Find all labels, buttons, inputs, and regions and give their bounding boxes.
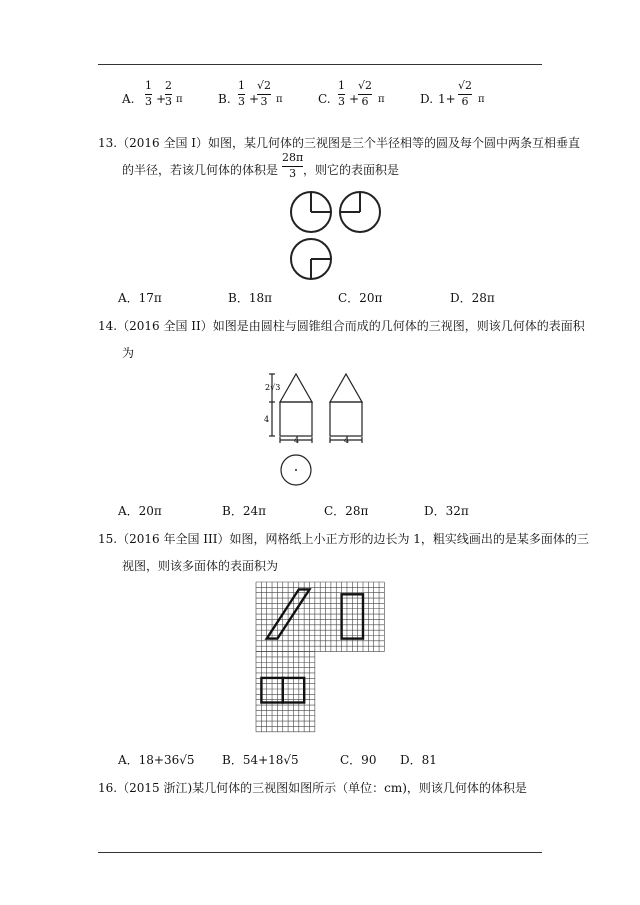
q12-option-b-frac1: 1 3 bbox=[238, 79, 245, 108]
q12-option-b-label: B. bbox=[218, 92, 231, 106]
q14-option-c: C．28π bbox=[324, 504, 369, 518]
q12-option-b-op: + bbox=[249, 92, 260, 106]
q14-option-b: B．24π bbox=[222, 504, 266, 518]
q15-option-d: D．81 bbox=[400, 753, 437, 767]
q14-dim-cone-height: 2√3 bbox=[265, 383, 281, 392]
q15-option-a: A．18+36√5 bbox=[118, 753, 195, 767]
q12-option-c-op: + bbox=[349, 92, 360, 106]
q12-option-b-pi: π bbox=[276, 94, 283, 105]
q14-stem-line1: 14.（2016 全国 II）如图是由圆柱与圆锥组合而成的几何体的三视图，则该几何体的表面积 bbox=[98, 319, 585, 333]
q13-option-c: C．20π bbox=[338, 291, 383, 305]
q15-grid-figure bbox=[256, 582, 386, 732]
q12-option-a-frac2: 2 3 bbox=[165, 79, 172, 108]
q12-option-a-label: A. bbox=[122, 92, 135, 106]
q13-volume-frac: 28π 3 bbox=[282, 151, 304, 180]
q13-option-a: A．17π bbox=[118, 291, 162, 305]
q12-option-c-label: C. bbox=[318, 92, 331, 106]
q13-stem-line1: 13.（2016 全国 I）如图，某几何体的三视图是三个半径相等的圆及每个圆中两条互相垂直 bbox=[98, 136, 580, 150]
q13-option-d: D．28π bbox=[450, 291, 495, 305]
q14-dim-cylinder-height: 4 bbox=[264, 415, 270, 424]
q12-option-d-pi: π bbox=[478, 94, 485, 105]
q12-option-a-op: + bbox=[156, 92, 167, 106]
q13-stem-line2a: 的半径，若该几何体的体积是 bbox=[122, 163, 279, 177]
bottom-rule bbox=[98, 852, 542, 853]
q15-stem-line1: 15.（2016 年全国 III）如图，网格纸上小正方形的边长为 1，粗实线画出的是某多面体的三 bbox=[98, 532, 589, 546]
q12-option-c-pi: π bbox=[378, 94, 385, 105]
q15-option-c: C．90 bbox=[340, 753, 377, 767]
q12-option-a-pi: π bbox=[176, 94, 183, 105]
q14-stem-line2: 为 bbox=[122, 346, 135, 360]
q12-option-c-frac1: 1 3 bbox=[338, 79, 345, 108]
q13-option-b: B．18π bbox=[228, 291, 272, 305]
q14-dim-width-right: 4 bbox=[344, 436, 350, 445]
q12-option-d-frac: √2 6 bbox=[458, 79, 473, 108]
q12-option-a-frac1: 1 3 bbox=[145, 79, 152, 108]
q12-option-d-lead: 1+ bbox=[438, 92, 456, 106]
q14-three-views-figure bbox=[262, 368, 382, 493]
q13-three-views-figure bbox=[288, 188, 388, 288]
q12-option-d-label: D. bbox=[420, 92, 434, 106]
q12-option-b-frac2: √2 3 bbox=[257, 79, 272, 108]
q15-option-b: B．54+18√5 bbox=[222, 753, 299, 767]
q14-option-a: A．20π bbox=[118, 504, 162, 518]
q14-option-d: D．32π bbox=[424, 504, 469, 518]
q12-option-c-frac2: √2 6 bbox=[358, 79, 373, 108]
q15-stem-line2: 视图，则该多面体的表面积为 bbox=[122, 559, 279, 573]
q16-stem-line1: 16.（2015 浙江)某几何体的三视图如图所示（单位：cm)，则该几何体的体积是 bbox=[98, 781, 527, 795]
q13-stem-line2b: ，则它的表面积是 bbox=[303, 163, 400, 177]
top-rule bbox=[98, 64, 542, 65]
q14-dim-width-left: 4 bbox=[294, 436, 300, 445]
